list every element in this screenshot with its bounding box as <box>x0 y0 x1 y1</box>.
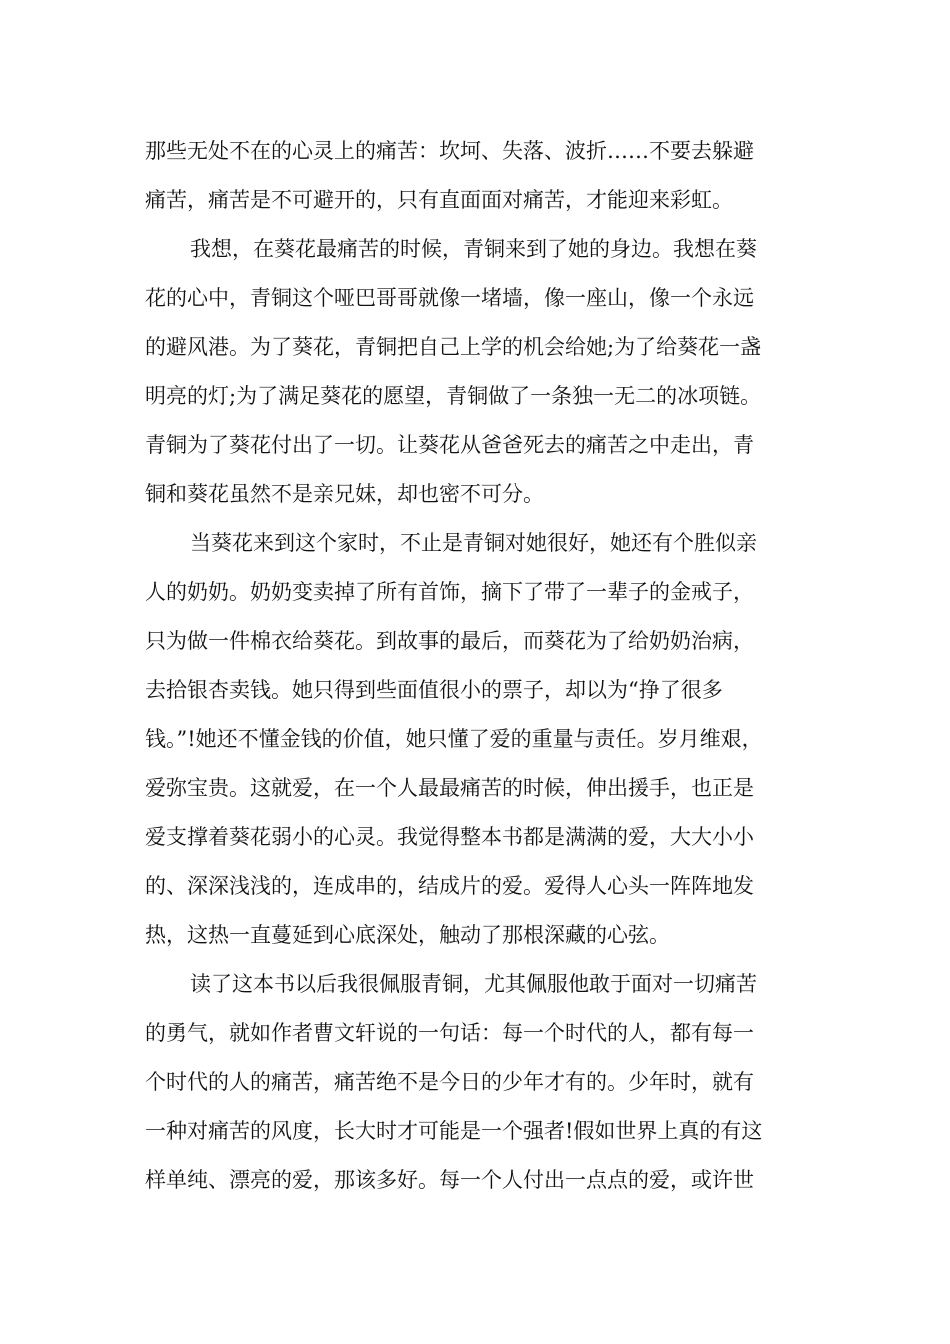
text-line: 一种对痛苦的风度，长大时才可能是一个强者!假如世界上真的有这 <box>145 1119 763 1143</box>
paragraph-first-line: 我想，在葵花最痛苦的时候，青铜来到了她的身边。我想在葵 <box>190 237 757 261</box>
text-line: 的勇气，就如作者曹文轩说的一句话：每一个时代的人，都有每一 <box>145 1021 754 1045</box>
text-line: 明亮的灯;为了满足葵花的愿望，青铜做了一条独一无二的冰项链。 <box>145 384 762 408</box>
text-line: 那些无处不在的心灵上的痛苦：坎坷、失落、波折……不要去躲避 <box>145 139 754 163</box>
text-line: 钱。”!她还不懂金钱的价值，她只懂了爱的重量与责任。岁月维艰， <box>145 727 763 751</box>
paragraph-first-line: 当葵花来到这个家时，不止是青铜对她很好，她还有个胜似亲 <box>190 531 757 555</box>
paragraph-first-line: 读了这本书以后我很佩服青铜，尤其佩服他敢于面对一切痛苦 <box>190 972 757 996</box>
text-line: 个时代的人的痛苦，痛苦绝不是今日的少年才有的。少年时，就有 <box>145 1070 754 1094</box>
text-line: 热，这热一直蔓延到心底深处，触动了那根深藏的心弦。 <box>145 923 670 947</box>
text-line: 的、深深浅浅的，连成串的，结成片的爱。爱得人心头一阵阵地发 <box>145 874 754 898</box>
text-line: 痛苦，痛苦是不可避开的，只有直面面对痛苦，才能迎来彩虹。 <box>145 188 733 212</box>
essay-text <box>145 127 825 1205</box>
text-line: 铜和葵花虽然不是亲兄妹，却也密不可分。 <box>145 482 544 506</box>
text-line: 爱支撑着葵花弱小的心灵。我觉得整本书都是满满的爱，大大小小 <box>145 825 754 849</box>
text-line: 去拾银杏卖钱。她只得到些面值很小的票子，却以为“挣了很多 <box>145 678 723 702</box>
text-line: 花的心中，青铜这个哑巴哥哥就像一堵墙，像一座山，像一个永远 <box>145 286 754 310</box>
text-line: 人的奶奶。奶奶变卖掉了所有首饰，摘下了带了一辈子的金戒子， <box>145 580 754 604</box>
text-line: 爱弥宝贵。这就爱，在一个人最最痛苦的时候，伸出援手，也正是 <box>145 776 754 800</box>
text-line: 样单纯、漂亮的爱，那该多好。每一个人付出一点点的爱，或许世 <box>145 1168 754 1192</box>
text-line: 只为做一件棉衣给葵花。到故事的最后，而葵花为了给奶奶治病， <box>145 629 754 653</box>
text-line: 的避风港。为了葵花，青铜把自己上学的机会给她;为了给葵花一盏 <box>145 335 762 359</box>
text-line: 青铜为了葵花付出了一切。让葵花从爸爸死去的痛苦之中走出，青 <box>145 433 754 457</box>
